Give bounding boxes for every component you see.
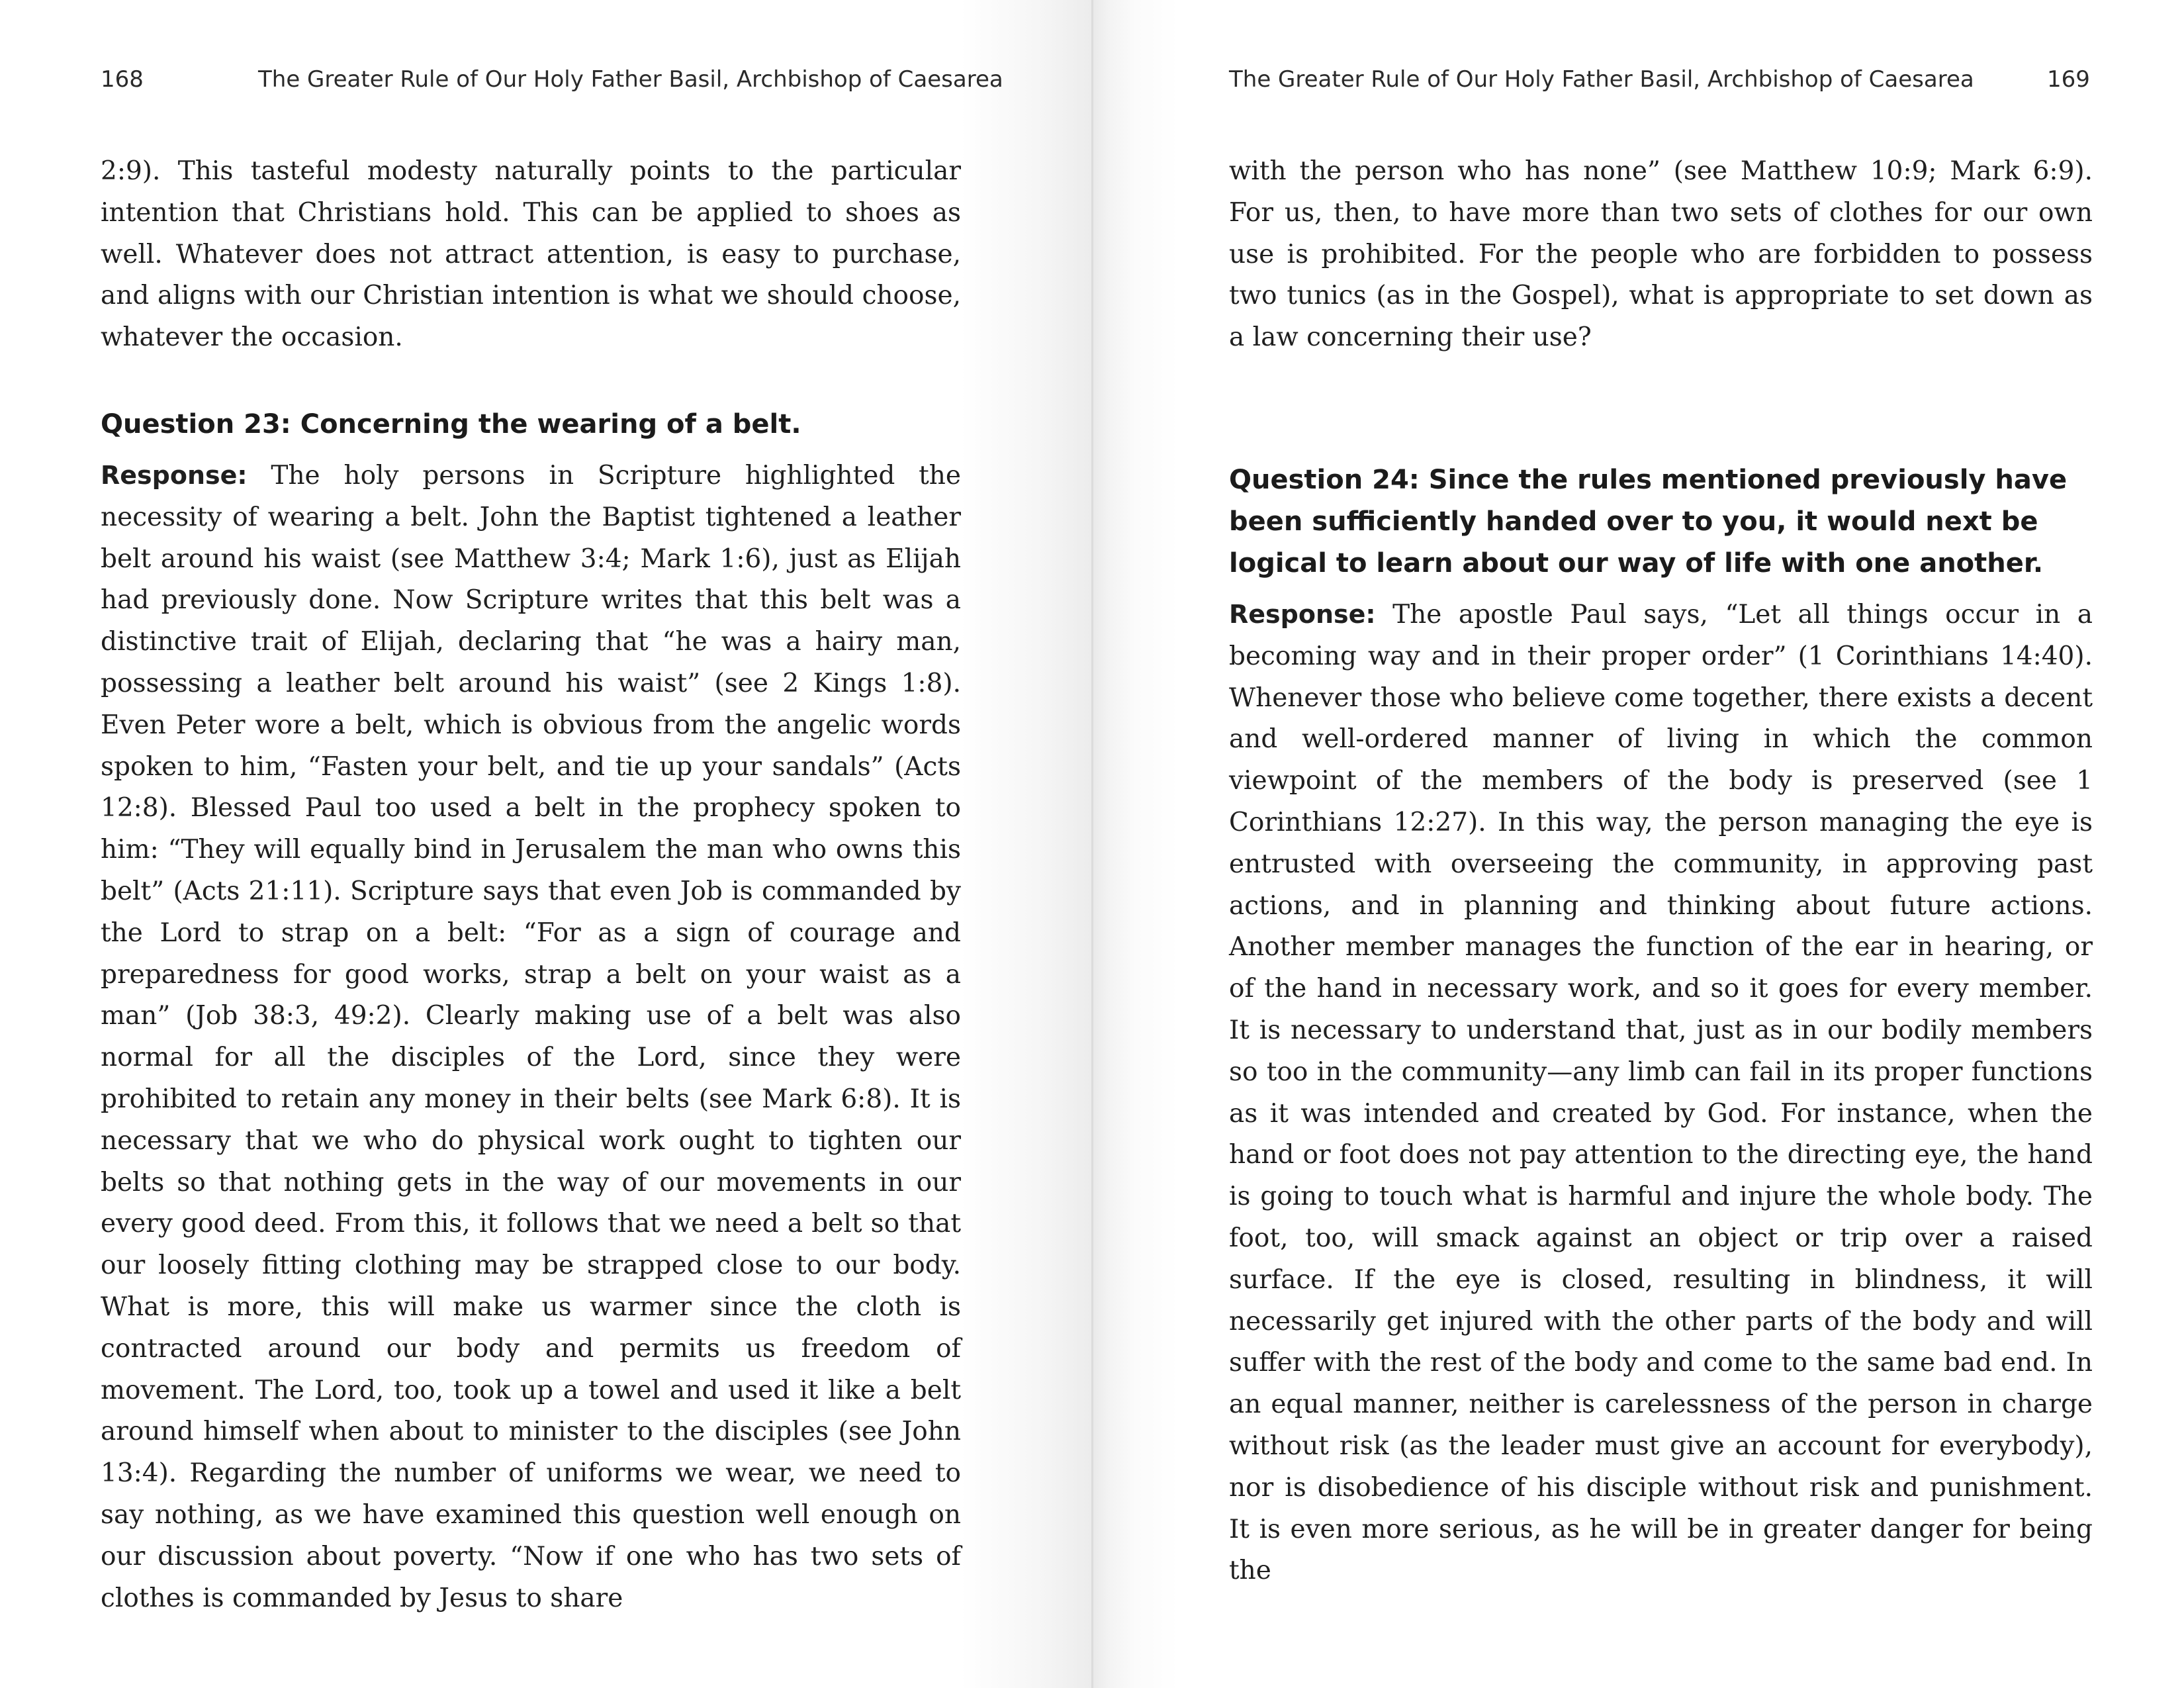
heading-spacer (1229, 585, 2093, 594)
continued-paragraph: 2:9). This tasteful modesty naturally points to the particular intention that Christians hold. This can be applied to shoes as well. Whatever does not attract attention, is easy to purchase, and aligns with our Christian intention is what we should choose, whatever the occasion. (101, 156, 961, 353)
response-text: The apostle Paul says, “Let all things occur in a becoming way and in their proper order” (1 Corinthians 14:40). Whenever those who believe come together, there exists a decent and well-ordered manner of living in which the common viewpoint of the members of the body is preserved (see 1 Corinthians 12:27). In this way, the person managing the eye is entrusted with overseeing the community, in approving past actions, and in planning and thinking about future actions. Another member manages the function of the ear in hearing, or of the hand in necessary work, and so it goes for every member. It is necessary to understand that, just as in our bodily members so too in the community—any limb can fail in its proper functions as it was intended and created by God. For instance, when the hand or foot does not pay attention to the directing eye, the hand is going to touch what is harmful and injure the whole body. The foot, too, will smack against an object or trip over a raised surface. If the eye is closed, resulting in blindness, it will necessarily get injured with the other parts of the body and will suffer with the rest of the body and come to the same bad end. In an equal manner, neither is carelessness of the person in charge without risk (as the leader must give an account for everybody), nor is disobedience of his disciple without risk and punishment. It is even more serious, as he will be in greater danger for being the (1229, 599, 2093, 1586)
question-heading: Question 23: Concerning the wearing of a belt. (101, 408, 801, 440)
section-spacer (101, 359, 961, 404)
page-number: 168 (101, 66, 144, 93)
continued-paragraph: with the person who has none” (see Matthew 10:9; Mark 6:9). For us, then, to have more than two sets of clothes for our own use is prohibited. For the people who are forbidden to possess two tunics (as in the Gospel), what is appropriate to set down as a law concerning their use? (1229, 156, 2093, 353)
response-text: The holy persons in Scripture highlighted the necessity of wearing a belt. John the Baptist tightened a leather belt around his waist (see Matthew 3:4; Mark 1:6), just as Elijah had previously done. Now Scripture writes that this belt was a distinctive trait of Elijah, declaring that “he was a hairy man, possessing a leather belt around his waist” (see 2 Kings 1:8). Even Peter wore a belt, which is obvious from the angelic words spoken to him, “Fasten your belt, and tie up your sandals” (Acts 12:8). Blessed Paul too used a belt in the prophecy spoken to him: “They will equally bind in Jerusalem the man who owns this belt” (Acts 21:11). Scripture says that even Job is commanded by the Lord to strap on a belt: “For as a sign of courage and preparedness for good works, strap a belt on your waist as a man” (Job 38:3, 49:2). Clearly making use of a belt was also normal for all the disciples of the Lord, since they were prohibited to retain any money in their belts (see Mark 6:8). It is necessary that we who do physical work ought to tighten our belts so that nothing gets in the way of our movements in our every good deed. From this, it follows that we need a belt so that our loosely fitting clothing may be strapped close to our body. What is more, this will make us warmer since the cloth is contracted around our body and permits us freedom of movement. The Lord, too, took up a towel and used it like a belt around himself when about to minister to the disciples (see John 13:4). Regarding the number of uniforms we wear, we need to say nothing, as we have examined this question well enough on our discussion about poverty. “Now if one who has two sets of clothes is commanded by Jesus to share (101, 460, 961, 1613)
page-number: 169 (2047, 66, 2090, 93)
section-spacer (1229, 359, 2093, 459)
text-column (1229, 151, 2093, 1592)
response-paragraph (101, 455, 961, 1619)
text-column (101, 151, 961, 1619)
question-heading: Question 24: Since the rules mentioned previously have been sufficiently handed over to you, it would next be logical to learn about our way of life with one another. (1229, 464, 2068, 579)
heading-spacer (101, 445, 961, 455)
running-head: The Greater Rule of Our Holy Father Basil, Archbishop of Caesarea (258, 66, 1003, 93)
response-paragraph (1229, 594, 2093, 1592)
gutter-shadow (1091, 0, 1093, 1688)
right-page (1092, 0, 2184, 1688)
running-head: The Greater Rule of Our Holy Father Basil, Archbishop of Caesarea (1229, 66, 1974, 93)
response-label: Response: (1229, 599, 1376, 629)
response-label: Response: (101, 460, 248, 490)
